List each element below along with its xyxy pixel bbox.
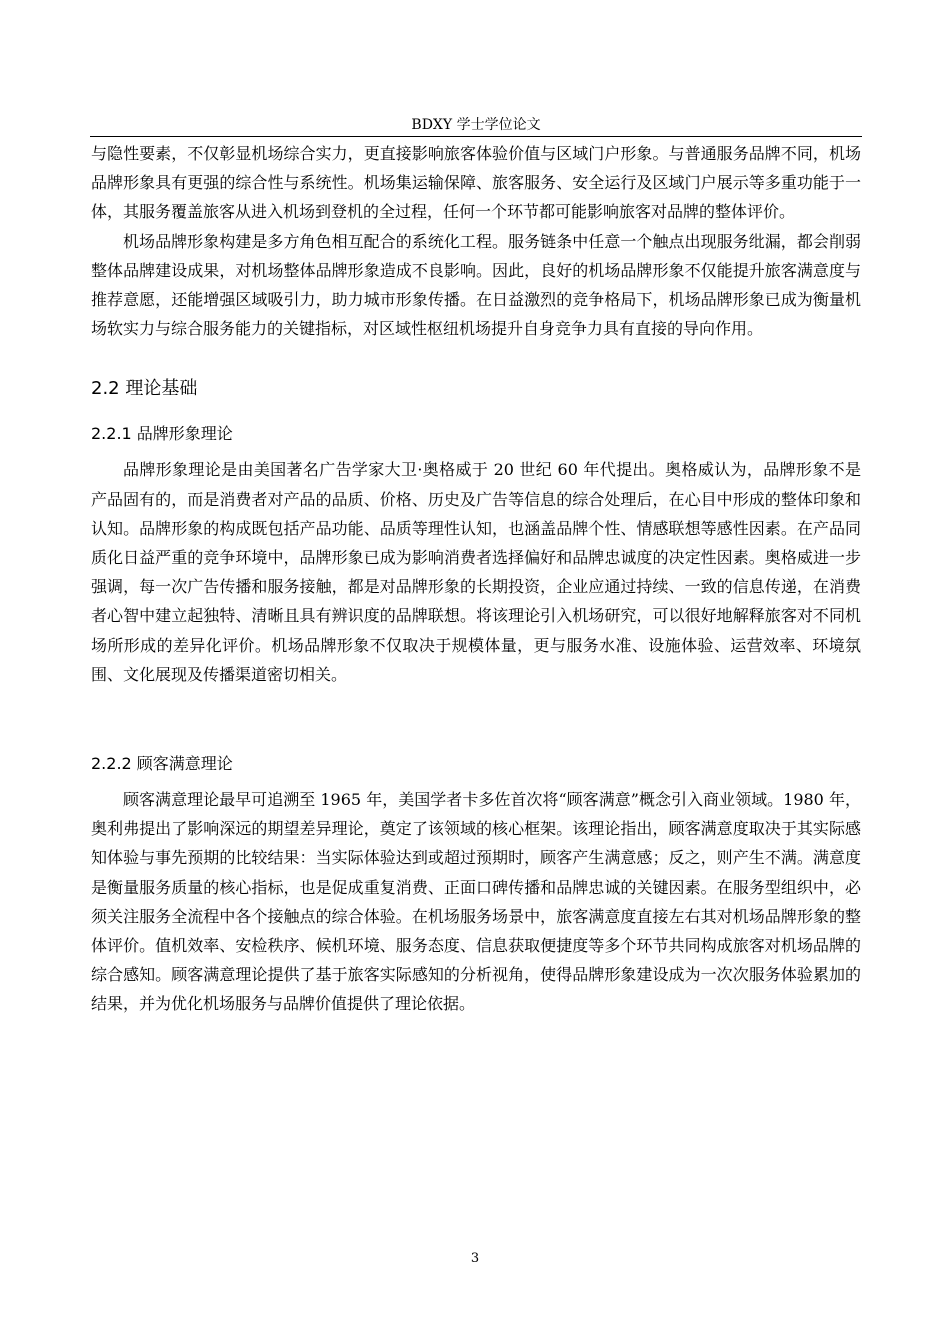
subsection-heading-2-2-1: 2.2.1 品牌形象理论	[91, 424, 233, 444]
page-body	[91, 139, 861, 1019]
section-heading-2-2: 2.2 理论基础	[91, 378, 198, 400]
paragraph-continued: 与隐性要素，不仅彰显机场综合实力，更直接影响旅客体验价值与区域门户形象。与普通服务品牌不同，机场品牌形象具有更强的综合性与系统性。机场集运输保障、旅客服务、安全运行及区域门户展示等多重功能于一体，其服务覆盖旅客从进入机场到登机的全过程，任何一个环节都可能影响旅客对品牌的整体评价。	[91, 144, 861, 222]
running-header: BDXY 学士学位论文	[411, 117, 541, 133]
paragraph-brand-image-theory: 品牌形象理论是由美国著名广告学家大卫·奥格威于 20 世纪 60 年代提出。奥格威认为，品牌形象不是产品固有的，而是消费者对产品的品质、价格、历史及广告等信息的综合处理后，在心目中形成的整体印象和认知。品牌形象的构成既包括产品功能、品质等理性认知，也涵盖品牌个性、情感联想等感性因素。在产品同质化日益严重的竞争环境中，品牌形象已成为影响消费者选择偏好和品牌忠诚度的决定性因素。奥格威进一步强调，每一次广告传播和服务接触，都是对品牌形象的长期投资，企业应通过持续、一致的信息传递，在消费者心智中建立起独特、清晰且具有辨识度的品牌联想。将该理论引入机场研究，可以很好地解释旅客对不同机场所形成的差异化评价。机场品牌形象不仅取决于规模体量，更与服务水准、设施体验、运营效率、环境氛围、文化展现及传播渠道密切相关。	[91, 460, 861, 684]
paragraph-customer-satisfaction-theory: 顾客满意理论最早可追溯至 1965 年，美国学者卡多佐首次将“顾客满意”概念引入商业领域。1980 年，奥利弗提出了影响深远的期望差异理论，奠定了该领域的核心框架。该理论指出，顾客满意度取决于其实际感知体验与事先预期的比较结果：当实际体验达到或超过预期时，顾客产生满意感；反之，则产生不满。满意度是衡量服务质量的核心指标，也是促成重复消费、正面口碑传播和品牌忠诚的关键因素。在服务型组织中，必须关注服务全流程中各个接触点的综合体验。在机场服务场景中，旅客满意度直接左右其对机场品牌形象的整体评价。值机效率、安检秩序、候机环境、服务态度、信息获取便捷度等多个环节共同构成旅客对机场品牌的综合感知。顾客满意理论提供了基于旅客实际感知的分析视角，使得品牌形象建设成为一次次服务体验累加的结果，并为优化机场服务与品牌价值提供了理论依据。	[91, 790, 861, 1014]
subsection-heading-2-2-2: 2.2.2 顾客满意理论	[91, 754, 233, 774]
paragraph-brand-construction: 机场品牌形象构建是多方角色相互配合的系统化工程。服务链条中任意一个触点出现服务纰漏，都会削弱整体品牌建设成果，对机场整体品牌形象造成不良影响。因此，良好的机场品牌形象不仅能提升旅客满意度与推荐意愿，还能增强区域吸引力，助力城市形象传播。在日益激烈的竞争格局下，机场品牌形象已成为衡量机场软实力与综合服务能力的关键指标，对区域性枢纽机场提升自身竞争力具有直接的导向作用。	[91, 231, 861, 339]
header-rule	[90, 136, 862, 137]
page-number: 3	[470, 1251, 480, 1266]
